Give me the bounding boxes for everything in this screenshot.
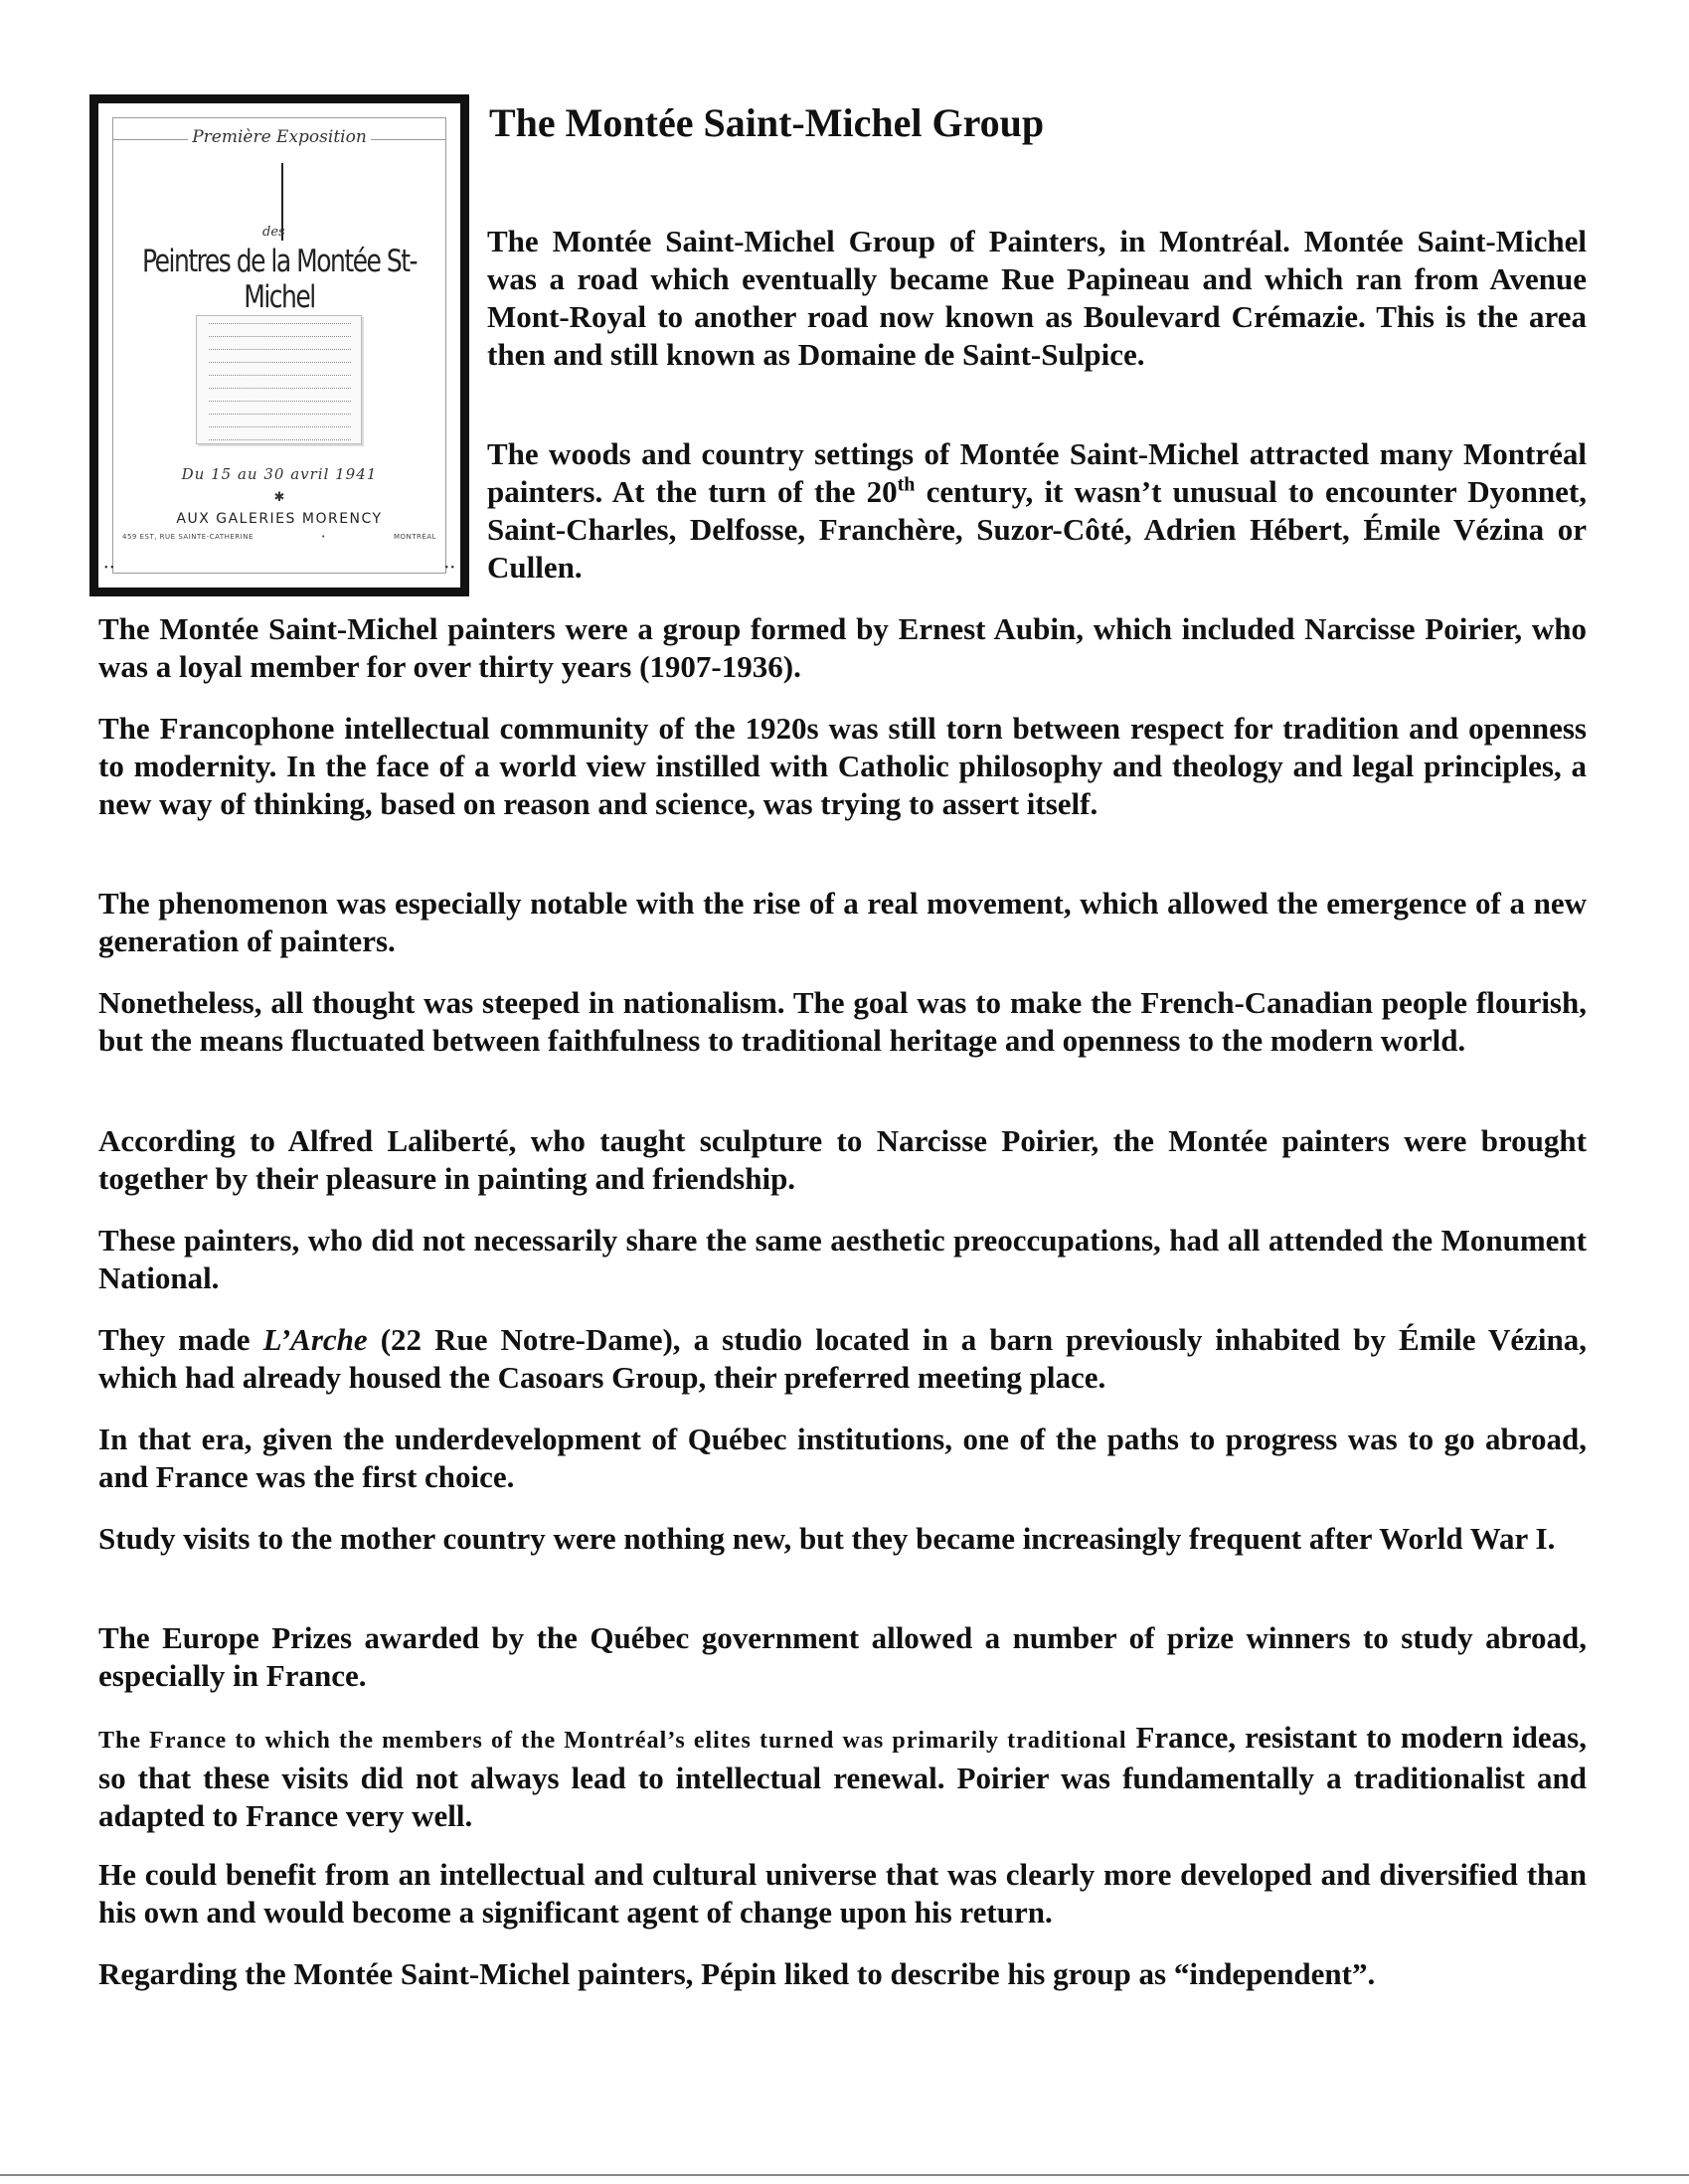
poster-date: Du 15 au 30 avril 1941 [181,465,378,483]
paragraph-14: He could benefit from an intellectual and cultural universe that was clearly more developed and diversified than his own and would become a significant agent of change upon his return. [98,1857,1587,1930]
paragraph-1: The Montée Saint-Michel Group of Painters, in Montréal. Montée Saint-Michel was a road which eventually became Rue Papineau and which ran from Avenue Mont-Royal to another road now known as Boulevard Crémazie. This is the area then and still known as Domaine de Saint-Sulpice. [487,224,1587,372]
paragraph-12: The Europe Prizes awarded by the Québec government allowed a number of prize winners to study abroad, especially in France. [98,1620,1587,1693]
poster-des: des [262,225,285,240]
poster-title: Peintres de la Montée St-Michel [141,243,418,315]
paragraph-10: In that era, given the underdevelopment of Québec institutions, one of the paths to progress was to go abroad, and France was the first choice. [98,1422,1587,1494]
poster-gallery: AUX GALERIES MORENCY [176,511,383,527]
bottom-rule [0,2174,1689,2176]
paragraph-5: The phenomenon was especially notable with the rise of a real movement, which allowed the emergence of a new generation of painters. [98,886,1587,958]
paragraph-15: Regarding the Montée Saint-Michel painters, Pépin liked to describe his group as “independent”. [98,1956,1376,1991]
paragraph-13: The France to which the members of the Montréal’s elites turned was primarily traditional France, resistant to modern ideas, so that these visits did not always lead to intellectual renewal. Poirier was fundamentally a traditionalist and adapted to France very well. [98,1720,1588,1833]
paragraph-3: The Montée Saint-Michel painters were a group formed by Ernest Aubin, which included Narcisse Poirier, who was a loyal member for over thirty years (1907-1936). [98,611,1587,684]
poster-corner-dots: • • • • [104,563,454,574]
paragraph-11: Study visits to the mother country were nothing new, but they became increasingly frequent after World War I. [98,1521,1556,1556]
paragraph-4: The Francophone intellectual community of the 1920s was still torn between respect for tradition and openness to modernity. In the face of a world view instilled with Catholic philosophy and theology and legal principles, a new way of thinking, based on reason and science, was trying to assert itself. [98,711,1587,821]
poster-name-list [196,315,362,444]
poster-top-line: Première Exposition [112,127,446,147]
paragraph-6: Nonetheless, all thought was steeped in nationalism. The goal was to make the French-Canadian people flourish, but the means fluctuated between faithfulness to traditional heritage and openness to the modern world. [98,985,1587,1058]
poster-address-left: 459 EST, RUE SAINTE-CATHERINE [122,533,253,541]
exhibition-poster-image [89,94,469,596]
page-title: The Montée Saint-Michel Group [489,100,1045,145]
paragraph-8: These painters, who did not necessarily share the same aesthetic preoccupations, had all attended the Monument National. [98,1223,1587,1295]
poster-address-bullet: • [321,533,326,541]
paragraph-2: The woods and country settings of Montée Saint-Michel attracted many Montréal painters. At the turn of the 20th century, it wasn’t unusual to encounter Dyonnet, Saint-Charles, Delfosse, Franchère, Suzor-Côté, Adrien Hébert, Émile Vézina or Cullen. [487,436,1587,585]
poster-address-right: MONTRÉAL [393,533,436,541]
paragraph-9: They made L’Arche (22 Rue Notre-Dame), a studio located in a barn previously inhabited by Émile Vézina, which had already housed the Casoars Group, their preferred meeting place. [98,1322,1587,1395]
paragraph-7: According to Alfred Laliberté, who taught sculpture to Narcisse Poirier, the Montée painters were brought together by their pleasure in painting and friendship. [98,1123,1587,1196]
poster-star-icon: ✱ [273,489,285,504]
poster-address [122,533,436,541]
